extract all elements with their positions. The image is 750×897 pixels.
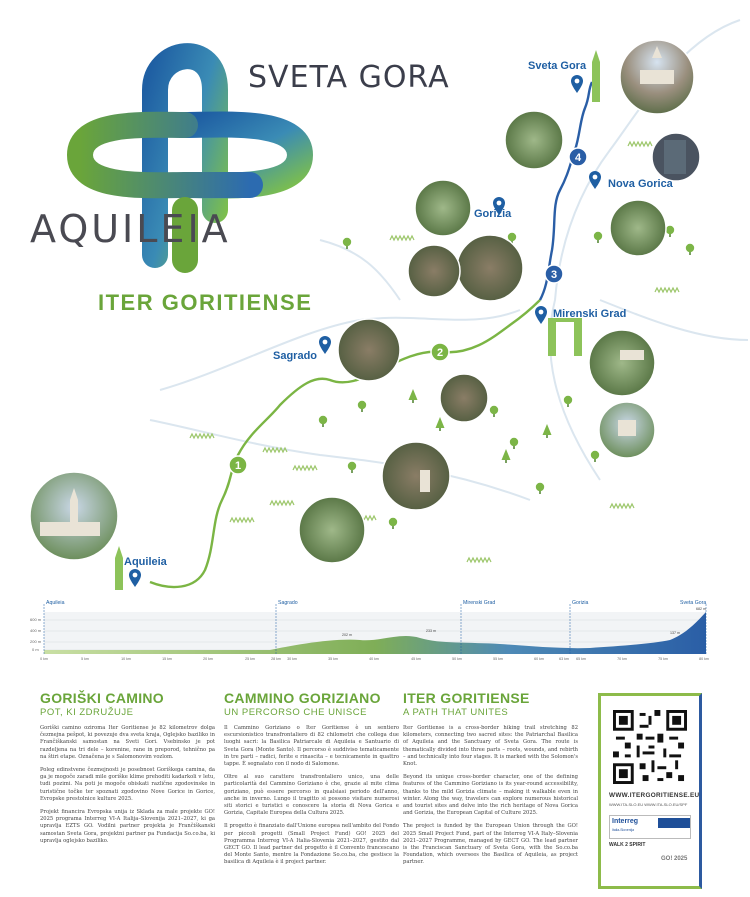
place-label: Aquileia: [124, 556, 167, 568]
x-tick: 0 km: [40, 657, 48, 661]
elevation-marker: 682 m: [696, 607, 706, 611]
stage-label-3: 3: [550, 269, 558, 281]
column-paragraph: The project is funded by the European Union through the GO! 2025 Small Project Fund, part of the Interreg VI-A Italy–Slovenia 2021–2027 Programme, managed by GECT GO. The lead partner is the Franciscan Sanctuary of Sveta Gora, with the So.co.ba Foundation, which oversees the Basilica of Aquileia, as project partner.: [403, 823, 578, 866]
profile-waypoint: Mirenski Grad: [463, 600, 496, 606]
place-label: Sveta Gora: [528, 60, 587, 72]
brand-aquileia: AQUILEIA: [30, 207, 231, 251]
column-paragraph: Il progetto è finanziato dall'Unione europea nell'ambito del Fondo per piccoli progetti (Small Project Fund) GO! 2025 del Programma Interreg VI-A Italia-Slovenia 2021–2027, gestito dal GECT GO. Il lead partner del progetto è il Convento francescano del Monte Santo, mentre la Fondazione So.co.ba, che gestisce la basilica di Aquileia è il project partner.: [224, 823, 399, 866]
castle-gate-icon: [548, 318, 582, 356]
x-tick: 70 km: [617, 657, 627, 661]
elevation-marker: 233 m: [426, 629, 436, 633]
elevation-profile: [30, 594, 730, 666]
column-paragraph: Iter Goritiense is a cross-border hiking trail stretching 82 kilometers, connecting two sacred sites: the Patriarchal Basilica of Aquileia and the Sanctuary of Sveta Gora. The route is thematically divided into three parts – roots, wounds, and rebirth – and technically into four stages. It is marked with the Solomon's Knot.: [403, 725, 578, 768]
pin-icon: [129, 569, 141, 587]
x-tick: 63 km: [559, 657, 569, 661]
x-tick: 30 km: [287, 657, 297, 661]
stage-label-1: 1: [234, 460, 242, 472]
column-title: ITER GORITIENSE: [403, 690, 530, 706]
x-tick: 80 km: [699, 657, 709, 661]
eu-flag-icon: [658, 818, 690, 828]
qr-card: [598, 693, 702, 889]
bell-tower-icon: [592, 50, 600, 102]
place-label: Mirenski Grad: [553, 308, 627, 320]
interreg-logo: [609, 815, 691, 839]
x-tick: 10 km: [121, 657, 131, 661]
profile-waypoint: Aquileia: [46, 600, 65, 606]
stage-marker-1: [229, 456, 247, 474]
website-url[interactable]: WWW.ITERGORITIENSE.EU: [609, 792, 700, 799]
x-tick: 45 km: [411, 657, 421, 661]
stage-marker-2: [431, 343, 449, 361]
column-italian: [224, 690, 399, 873]
stage-marker-4: [569, 148, 587, 166]
column-subtitle: POT, KI ZDRUŽUJE: [40, 707, 134, 718]
stage-marker-3: [545, 265, 563, 283]
interreg-subtitle: Italia-Slovenija: [612, 828, 635, 832]
place-label: Sagrado: [273, 350, 318, 362]
x-tick: 15 km: [162, 657, 172, 661]
program-links: WWW.ITA-SLO.EU WWW.ITA-SLO.EU/SPF: [609, 802, 688, 807]
photo-detail: [664, 140, 686, 174]
brand-iter-goritiense: ITER GORITIENSE: [98, 290, 313, 315]
column-paragraph: Goriški camino oziroma Iter Goritiense je 82 kilometrov dolga čezmejna pešpot, ki povezuje dva sveta kraja, Oglejsko baziliko in Frančiškanski samostan na Sveti Gori. Vsebinsko je pot razdeljena na tri dele – korenine, rane in preporod, tehnično pa na štiri etape. Označena je s Salomonovim vozlom.: [40, 725, 215, 760]
column-paragraph: Il Cammino Goriziano o Iter Goritiense è un sentiero escursionistico transfrontaliero di 82 chilometri che collega due luoghi sacri: la Basilica Patriarcale di Aquileia e Santuario di Sveta Gora (Monte Santo). Il percorso è suddiviso tematicamente in tre parti – radici, ferite e rinascita – e tecnicamente in quattro tappe. È segnalato con il nodo di Salomone.: [224, 725, 399, 768]
x-tick: 75 km: [658, 657, 668, 661]
x-tick: 5 km: [81, 657, 89, 661]
place-label: Gorizia: [474, 208, 512, 220]
qr-code[interactable]: [613, 710, 687, 784]
elevation-marker: 137 m: [670, 631, 680, 635]
x-tick: 25 km: [245, 657, 255, 661]
stage-label-2: 2: [436, 347, 444, 359]
column-slovenian: [40, 690, 215, 851]
y-tick: 600 m: [30, 617, 42, 622]
y-tick: 400 m: [30, 628, 42, 633]
go2025-logo: GO! 2025: [661, 856, 688, 862]
column-english: [403, 690, 578, 873]
text-columns: [40, 690, 590, 890]
y-tick: 0 m: [32, 647, 39, 652]
pin-icon: [589, 171, 601, 189]
x-tick: 20 km: [203, 657, 213, 661]
walk2spirit-logo: WALK 2 SPIRIT: [609, 842, 646, 848]
x-tick: 60 km: [534, 657, 544, 661]
x-tick: 50 km: [452, 657, 462, 661]
pin-icon: [535, 306, 547, 324]
pin-icon: [571, 75, 583, 93]
profile-waypoint: Sagrado: [278, 600, 298, 606]
x-tick: 55 km: [493, 657, 503, 661]
x-tick: 35 km: [328, 657, 338, 661]
x-tick: 65 km: [576, 657, 586, 661]
place-label: Nova Gorica: [608, 178, 673, 190]
column-subtitle: UN PERCORSO CHE UNISCE: [224, 707, 367, 718]
column-subtitle: A PATH THAT UNITES: [403, 707, 509, 718]
y-tick: 200 m: [30, 639, 42, 644]
elevation-marker: 202 m: [342, 633, 352, 637]
brand-sveta-gora: SVETA GORA: [248, 60, 450, 95]
column-title: CAMMINO GORIZIANO: [224, 690, 381, 706]
profile-waypoint: Gorizia: [572, 600, 589, 606]
x-tick: 28 km: [271, 657, 281, 661]
column-paragraph: Oltre al suo carattere transfrontaliero unico, una delle particolarità del Cammino Goriziano è che, grazie al mite clima goriziano, può essere percorso in qualsiasi periodo dell'anno, anche in inverno. Lungo il tragitto si possono visitare numerosi siti storici e turistici e conoscere la storia di Nova Gorica e Gorizia, Capitale Europea della Cultura 2025.: [224, 774, 399, 817]
column-paragraph: Poleg edinstvene čezmejnosti je posebnost Goriškega camina, da ga je mogoče zaradi mile goriške klime prehoditi kadarkoli v letu, tudi pozimi. Na poti je mogoče obiskati različne zgodovinske in turistične točke ter spoznati zgodovino Nove Gorice in Gorice, Evropske prestolnice kulture 2025.: [40, 767, 215, 802]
column-title: GORIŠKI CAMINO: [40, 690, 164, 706]
profile-waypoint: Sveta Gora: [680, 600, 707, 606]
column-paragraph: Projekt financira Evropska unija iz Sklada za male projekte GO! 2025 programa Interreg VI-A Italija–Slovenija 2021–2027, ki ga upravlja EZTS GO. Vodilni partner projekta je Frančiškanski samostan Sveta Gora, projektni partner pa Fundacija So.co.ba, ki upravlja oglejsko baziliko.: [40, 809, 215, 844]
bell-tower-icon: [115, 546, 123, 590]
interreg-title: Interreg: [612, 818, 639, 825]
x-tick: 40 km: [369, 657, 379, 661]
pin-icon: [319, 336, 331, 354]
stage-label-4: 4: [574, 152, 582, 164]
column-paragraph: Beyond its unique cross-border character, one of the defining features of the Cammino Goriziano is its year-round accessibility, thanks to the mild Gorizia climate – making it walkable even in winter. Along the way, travelers can explore numerous historical and tourist sites and delve into the rich heritage of Nova Gorica and Gorizia, the European Capital of Culture 2025.: [403, 774, 578, 817]
